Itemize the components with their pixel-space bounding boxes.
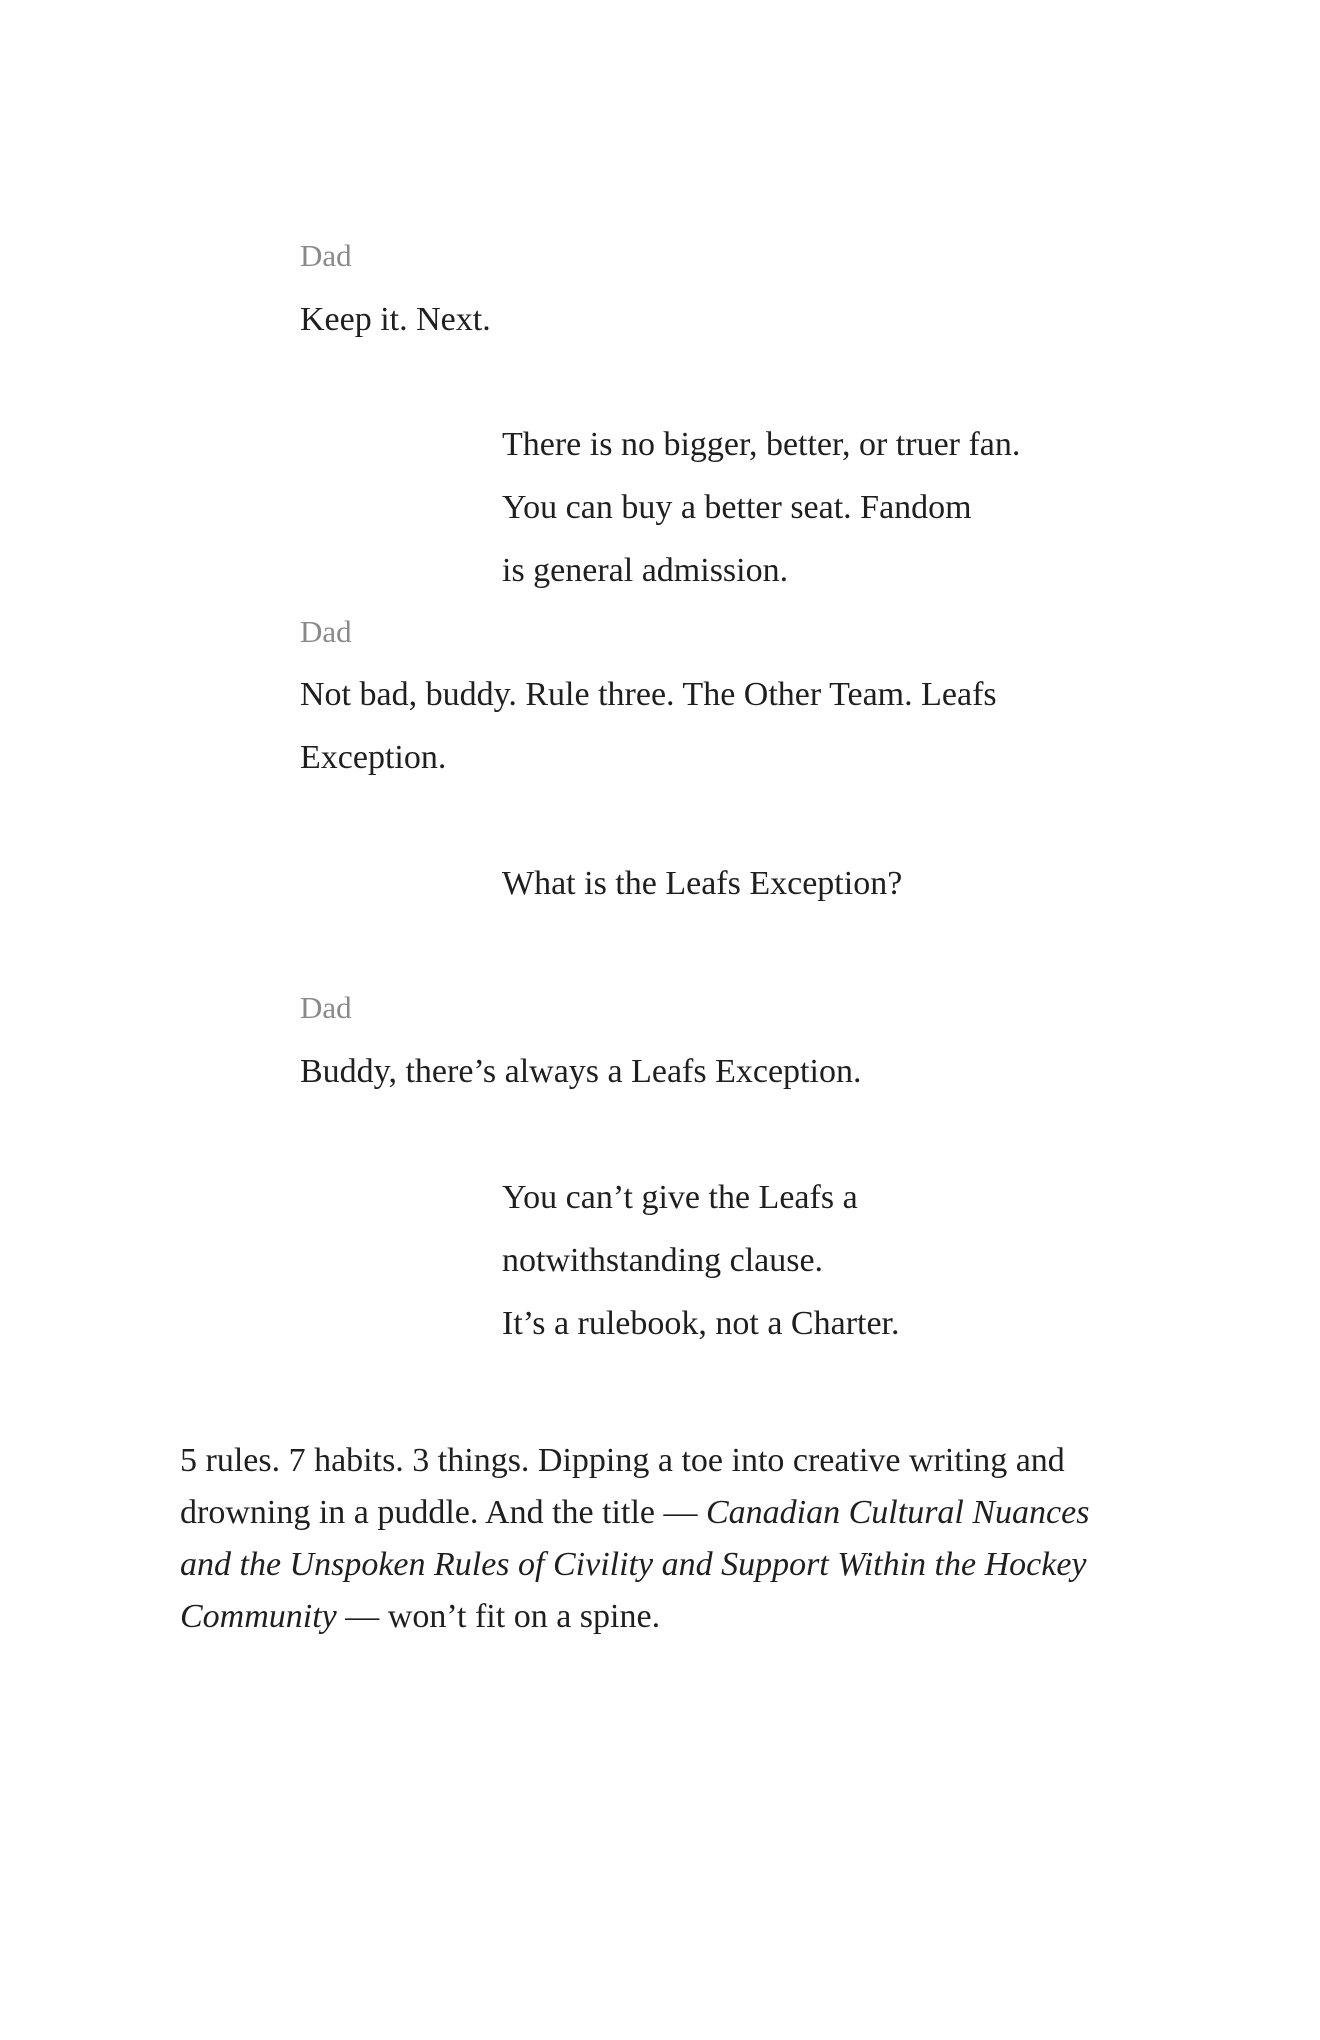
reply-line: What is the Leafs Exception? bbox=[502, 865, 903, 902]
reply-dialogue bbox=[502, 413, 1122, 602]
closing-lead: 5 rules. 7 habits. 3 things. Dipping a toe into creative writing and drowning in a puddle. And the title — bbox=[180, 1442, 1065, 1531]
closing-paragraph bbox=[180, 1435, 1100, 1643]
book-title: Canadian Cultural Nuances and the Unspoken Rules of Civility and Support Within the Hockey Community bbox=[180, 1494, 1090, 1635]
dad-dialogue bbox=[300, 288, 1060, 351]
speaker-label: Dad bbox=[300, 238, 352, 273]
speaker-label: Dad bbox=[300, 614, 352, 649]
reply-line: You can’t give the Leafs a bbox=[502, 1179, 858, 1216]
dialogue-line: Not bad, buddy. Rule three. The Other Team. Leafs bbox=[300, 676, 997, 713]
reply-line: There is no bigger, better, or truer fan. bbox=[502, 426, 1021, 463]
reply-line: It’s a rulebook, not a Charter. bbox=[502, 1305, 900, 1342]
dialogue-line: Buddy, there’s always a Leafs Exception. bbox=[300, 1053, 862, 1090]
dad-dialogue bbox=[300, 663, 1060, 789]
closing-tail: — won’t fit on a spine. bbox=[336, 1598, 661, 1635]
reply-dialogue bbox=[502, 1166, 1122, 1355]
reply-line: is general admission. bbox=[502, 552, 789, 589]
reply-dialogue bbox=[502, 852, 1122, 915]
dialogue-line: Exception. bbox=[300, 739, 447, 776]
reply-line: You can buy a better seat. Fandom bbox=[502, 489, 972, 526]
dialogue-line: Keep it. Next. bbox=[300, 301, 491, 338]
reply-line: notwithstanding clause. bbox=[502, 1242, 824, 1279]
dad-dialogue bbox=[300, 1040, 1060, 1103]
speaker-label: Dad bbox=[300, 990, 352, 1025]
